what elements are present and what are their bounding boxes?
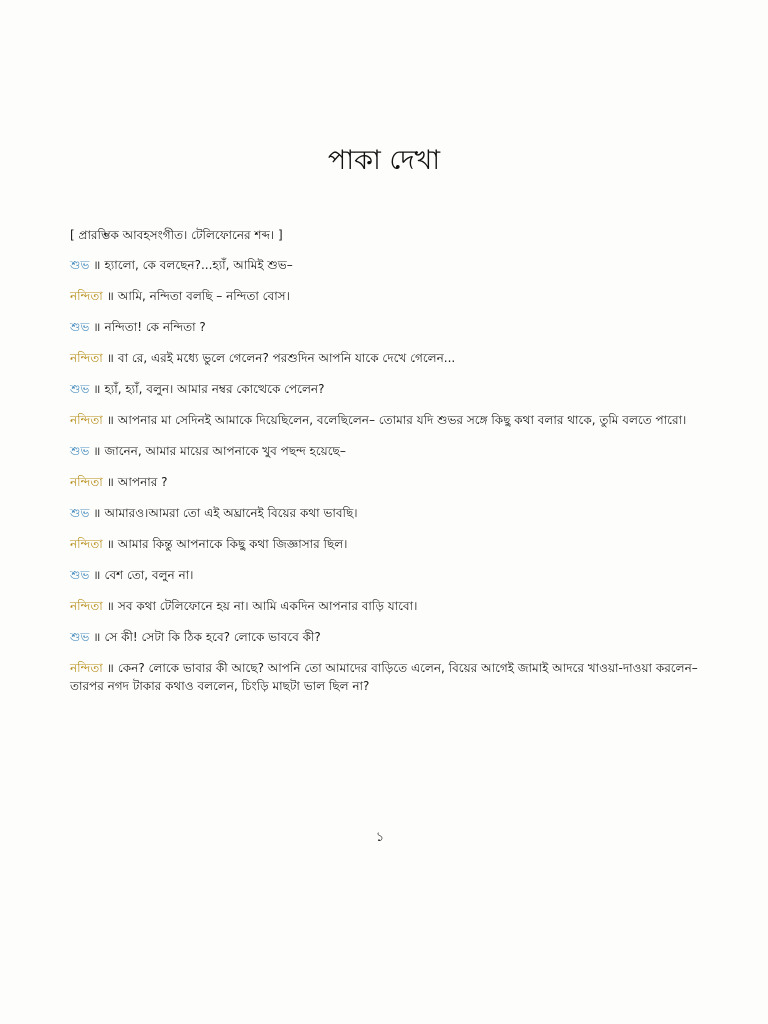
speaker-separator: ॥ (93, 320, 101, 334)
dialogue-line (70, 473, 706, 491)
speaker-separator: ॥ (106, 351, 114, 365)
speaker-separator: ॥ (106, 413, 114, 427)
speaker-name: শুভ (70, 320, 90, 334)
dialogue-text: নন্দিতা! কে নন্দিতা ? (104, 320, 206, 334)
speaker-name: শুভ (70, 630, 90, 644)
speaker-name: নন্দিতা (70, 599, 103, 613)
speaker-separator: ॥ (93, 382, 101, 396)
dialogue-text: বেশ তো, বলুন না। (104, 568, 194, 582)
dialogue-line (70, 287, 706, 305)
speaker-name: শুভ (70, 506, 90, 520)
speaker-name: নন্দিতা (70, 661, 103, 675)
dialogue-line (70, 442, 706, 460)
dialogue-line (70, 256, 706, 274)
stage-direction: [ প্রারম্ভিক আবহসংগীত। টেলিফোনের শব্দ। ] (70, 228, 283, 242)
dialogue-text: আপনার ? (117, 475, 168, 489)
speaker-separator: ॥ (93, 444, 101, 458)
dialogue-line (70, 597, 706, 615)
page-number: ১ (375, 830, 385, 845)
dialogue-text: আমি, নন্দিতা বলছি – নন্দিতা বোস। (117, 289, 290, 303)
dialogue-text: সব কথা টেলিফোনে হয় না। আমি একদিন আপনার বাড়ি যাবো। (117, 599, 418, 613)
speaker-separator: ॥ (93, 568, 101, 582)
speaker-separator: ॥ (106, 599, 114, 613)
speaker-name: নন্দিতা (70, 351, 103, 365)
speaker-name: শুভ (70, 258, 90, 272)
speaker-name: নন্দিতা (70, 475, 103, 489)
speaker-separator: ॥ (106, 289, 114, 303)
speaker-separator: ॥ (106, 661, 114, 675)
dialogue-text: হ্যালো, কে বলছেন?...হ্যাঁ, আমিই শুভ– (104, 258, 293, 272)
speaker-separator: ॥ (93, 258, 101, 272)
dialogue-text: আমার কিন্তু আপনাকে কিছু কথা জিজ্ঞাসার ছিল। (117, 537, 348, 551)
speaker-separator: ॥ (106, 475, 114, 489)
dialogue-text: সে কী! সেটা কি ঠিক হবে? লোকে ভাববে কী? (104, 630, 321, 644)
dialogue-line (70, 535, 706, 553)
speaker-separator: ॥ (93, 630, 101, 644)
speaker-name: নন্দিতা (70, 537, 103, 551)
speaker-separator: ॥ (93, 506, 101, 520)
dialogue-line (70, 628, 706, 646)
speaker-name: শুভ (70, 444, 90, 458)
dialogue-text: হ্যাঁ, হ্যাঁ, বলুন। আমার নম্বর কোত্থেকে পেলেন? (104, 382, 325, 396)
speaker-name: নন্দিতা (70, 413, 103, 427)
dialogue-line (70, 318, 706, 336)
dialogue-text: আমারও।আমরা তো এই অঘ্রানেই বিয়ের কথা ভাবছি। (104, 506, 358, 520)
dialogue-body (70, 226, 706, 708)
dialogue-line (70, 659, 706, 695)
speaker-name: শুভ (70, 382, 90, 396)
speaker-name: নন্দিতা (70, 289, 103, 303)
speaker-separator: ॥ (106, 537, 114, 551)
dialogue-line (70, 566, 706, 584)
dialogue-text: জানেন, আমার মায়ের আপনাকে খুব পছন্দ হয়েছে– (104, 444, 346, 458)
page-title: পাকা দেখা (327, 145, 441, 176)
dialogue-line (70, 411, 706, 429)
dialogue-text: কেন? লোকে ভাবার কী আছে? আপনি তো আমাদের বাড়িতে এলেন, বিয়ের আগেই জামাই আদরে খাওয়া-দাওয়া করলেন– তারপর নগদ টাকার কথাও বললেন, চিংড়ি মাছটা ভাল ছিল না? (70, 661, 698, 693)
dialogue-text: আপনার মা সেদিনই আমাকে দিয়েছিলেন, বলেছিলেন– তোমার যদি শুভর সঙ্গে কিছু কথা বলার থাকে, তুমি বলতে পারো। (117, 413, 687, 427)
speaker-name: শুভ (70, 568, 90, 582)
dialogue-text: বা রে, এরই মধ্যে ভুলে গেলেন? পরশুদিন আপনি যাকে দেখে গেলেন... (117, 351, 456, 365)
dialogue-line (70, 380, 706, 398)
dialogue-line (70, 504, 706, 522)
dialogue-line (70, 349, 706, 367)
